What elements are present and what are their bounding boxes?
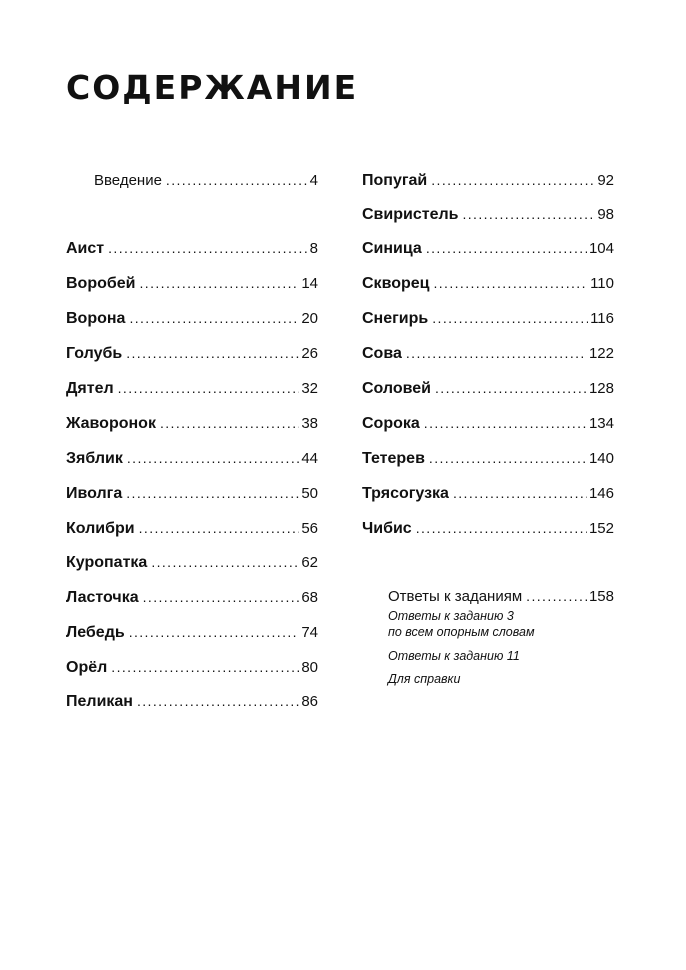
dot-leader [462, 202, 595, 226]
dot-leader [111, 655, 299, 679]
toc-entry-label: Дятел [66, 380, 114, 397]
toc-entry[interactable] [362, 481, 614, 505]
answers-note-reference: Для справки [388, 672, 461, 686]
toc-entry[interactable] [66, 236, 318, 260]
toc-entry[interactable] [66, 689, 318, 713]
dot-leader [151, 550, 299, 574]
toc-entry-page: 140 [588, 450, 614, 467]
toc-entry[interactable] [66, 411, 318, 435]
toc-entry-label: Снегирь [362, 310, 429, 327]
toc-entry-label: Куропатка [66, 554, 148, 571]
answers-note-task-3-continued: по всем опорным словам [388, 625, 535, 639]
answers-note-task-3: Ответы к заданию 3 [388, 609, 514, 623]
toc-entry-label: Свиристель [362, 206, 459, 223]
toc-entry-page: 32 [301, 380, 318, 397]
toc-entry-page: 110 [590, 275, 614, 292]
toc-entry-label: Введение [94, 172, 162, 189]
dot-leader [139, 516, 300, 540]
dot-leader [129, 620, 300, 644]
toc-entry-label: Ответы к заданиям [388, 588, 523, 605]
dot-leader [160, 411, 299, 435]
toc-entry-label: Орёл [66, 659, 108, 676]
toc-entry-label: Трясогузка [362, 485, 449, 502]
dot-leader [126, 341, 299, 365]
toc-entry-page: 56 [301, 520, 318, 537]
toc-entry-label: Жаворонок [66, 415, 156, 432]
toc-entry[interactable] [66, 481, 318, 505]
toc-entry[interactable] [66, 446, 318, 470]
dot-leader [433, 271, 588, 295]
toc-entry[interactable] [362, 411, 614, 435]
dot-leader [108, 236, 308, 260]
toc-entry-label: Сорока [362, 415, 420, 432]
dot-leader [137, 689, 299, 713]
toc-entry-label: Аист [66, 240, 105, 257]
toc-entry-label: Синица [362, 240, 422, 257]
toc-entry-label: Скворец [362, 275, 430, 292]
dot-leader [129, 306, 299, 330]
toc-entry-page: 44 [301, 450, 318, 467]
toc-entry-page: 152 [588, 520, 614, 537]
toc-entry[interactable] [66, 585, 318, 609]
toc-entry-page: 104 [588, 240, 614, 257]
toc-entry-label: Ворона [66, 310, 126, 327]
dot-leader [453, 481, 587, 505]
dot-leader [416, 516, 587, 540]
dot-leader [143, 585, 300, 609]
toc-entry[interactable] [66, 271, 318, 295]
dot-leader [424, 411, 587, 435]
toc-entry-label: Ласточка [66, 589, 139, 606]
toc-entry-page: 116 [590, 310, 614, 327]
toc-entry[interactable] [362, 271, 614, 295]
toc-entry-page: 98 [597, 206, 614, 223]
toc-entry[interactable] [66, 516, 318, 540]
toc-entry[interactable] [362, 168, 614, 192]
dot-leader [406, 341, 587, 365]
toc-entry-page: 122 [588, 345, 614, 362]
toc-entry-page: 68 [301, 589, 318, 606]
toc-entry-page: 50 [301, 485, 318, 502]
toc-entry-label: Чибис [362, 520, 412, 537]
toc-entry-page: 128 [588, 380, 614, 397]
toc-entry-label: Зяблик [66, 450, 123, 467]
toc-entry-label: Колибри [66, 520, 135, 537]
toc-entry-label: Воробей [66, 275, 136, 292]
toc-entry-introduction[interactable] [94, 168, 318, 192]
toc-entry-page: 26 [301, 345, 318, 362]
dot-leader [526, 584, 587, 608]
toc-entry-page: 86 [301, 693, 318, 710]
toc-entry[interactable] [362, 306, 614, 330]
toc-entry-page: 4 [309, 172, 318, 189]
toc-entry[interactable] [66, 341, 318, 365]
toc-entry[interactable] [66, 376, 318, 400]
toc-entry[interactable] [362, 341, 614, 365]
dot-leader [126, 481, 299, 505]
toc-entry[interactable] [66, 620, 318, 644]
toc-entry[interactable] [362, 376, 614, 400]
toc-entry-page: 146 [588, 485, 614, 502]
toc-entry-page: 134 [588, 415, 614, 432]
dot-leader [435, 376, 587, 400]
answers-note-task-11: Ответы к заданию 11 [388, 649, 520, 663]
toc-entry-label: Тетерев [362, 450, 425, 467]
dot-leader [140, 271, 300, 295]
page-title: СОДЕРЖАНИЕ [66, 68, 359, 107]
toc-entry-page: 62 [301, 554, 318, 571]
toc-entry-label: Сова [362, 345, 402, 362]
toc-entry[interactable] [362, 516, 614, 540]
toc-entry-page: 92 [597, 172, 614, 189]
toc-entry-page: 38 [301, 415, 318, 432]
toc-entry-label: Голубь [66, 345, 123, 362]
toc-entry[interactable] [362, 446, 614, 470]
toc-entry-page: 80 [301, 659, 318, 676]
toc-entry[interactable] [66, 306, 318, 330]
toc-entry-page: 8 [309, 240, 318, 257]
dot-leader [118, 376, 300, 400]
toc-entry-page: 158 [588, 588, 614, 605]
toc-entry-page: 74 [301, 624, 318, 641]
toc-entry-label: Соловей [362, 380, 432, 397]
dot-leader [426, 236, 587, 260]
dot-leader [431, 168, 595, 192]
toc-entry[interactable] [362, 202, 614, 226]
toc-entry[interactable] [362, 236, 614, 260]
toc-entry[interactable] [66, 655, 318, 679]
dot-leader [429, 446, 587, 470]
dot-leader [166, 168, 308, 192]
dot-leader [127, 446, 299, 470]
toc-entry-label: Попугай [362, 172, 428, 189]
toc-entry-label: Иволга [66, 485, 123, 502]
toc-entry[interactable] [66, 550, 318, 574]
toc-entry-label: Лебедь [66, 624, 125, 641]
dot-leader [432, 306, 588, 330]
toc-entry-label: Пеликан [66, 693, 133, 710]
toc-entry-page: 14 [301, 275, 318, 292]
toc-entry-page: 20 [301, 310, 318, 327]
toc-entry-answers[interactable] [388, 584, 614, 608]
